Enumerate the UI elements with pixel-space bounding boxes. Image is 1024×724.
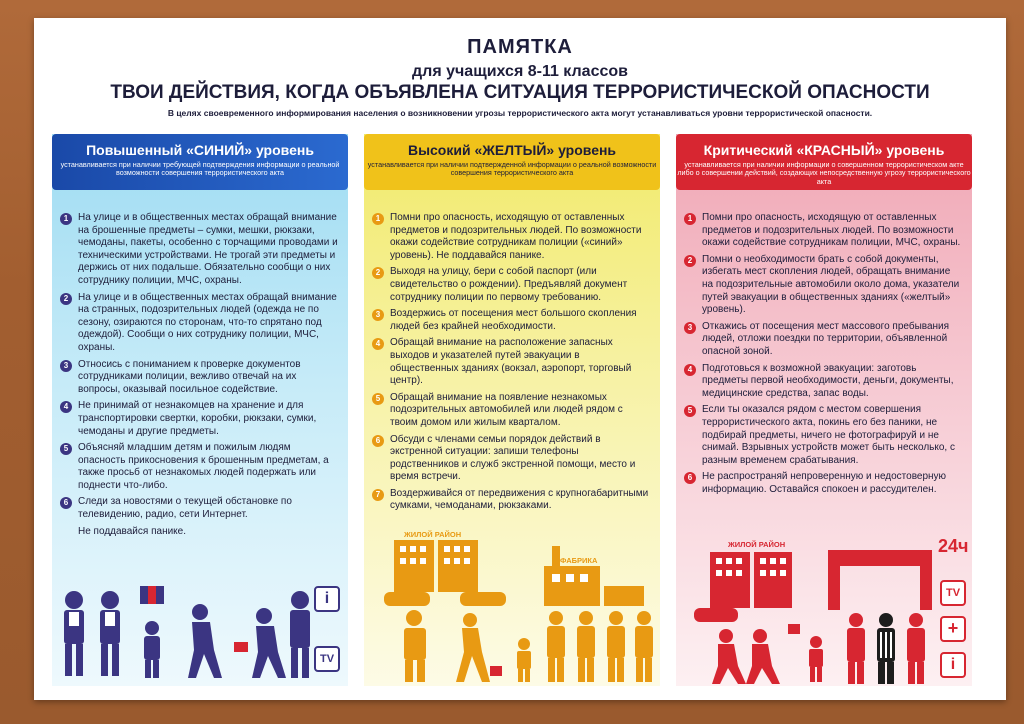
- red-item-text: Подготовься к возможной эвакуации: заготовь предметы первой необходимости, деньги, документы, медицинские средства, запас воды.: [702, 362, 954, 399]
- red-item-2: [684, 254, 962, 317]
- number-badge: 2: [372, 267, 384, 279]
- red-item-3: [684, 321, 962, 359]
- blue-item-2: [60, 292, 338, 355]
- red-level-header: [676, 134, 972, 190]
- red-item-4: [684, 363, 962, 401]
- red-item-6: [684, 471, 962, 496]
- poster: [34, 18, 1006, 700]
- blue-item-text: Объясняй младшим детям и пожилым людям опасность прикосновения к брошенным предметам, а также просьб от незнакомых людей подержать или поднести что-либо.: [78, 442, 329, 491]
- red-items: [684, 212, 962, 500]
- blue-level-description: устанавливается при наличии требующей подтверждения информации о реальной возможности совершения террористического акта: [60, 160, 340, 178]
- number-badge: 5: [684, 405, 696, 417]
- blue-illustration: [52, 546, 348, 686]
- blue-item-text: Следи за новостями о текущей обстановке по телевидению, радио, сети Интернет.: [78, 496, 292, 521]
- blue-item-text: Относись с пониманием к проверке документов сотрудниками полиции, вежливо отвечай на их вопросы, оказывай посильное содействие.: [78, 358, 301, 395]
- yellow-item-6: [372, 434, 650, 484]
- yellow-item-text: Воздерживайся от передвижения с крупногабаритными сумками, чемоданами, рюкзаками.: [390, 487, 649, 512]
- number-badge: 1: [684, 213, 696, 225]
- tv-icon: TV: [940, 580, 966, 606]
- number-badge: 2: [684, 255, 696, 267]
- number-badge: 4: [684, 364, 696, 376]
- red-item-text: Если ты оказался рядом с местом совершения террористического акта, покинь его без паники, не подбирай предметы, ничего не фотографируй и не снимай. Взрывных устройств может быть несколько, с разным временем срабатывания.: [702, 404, 955, 466]
- yellow-level-description: устанавливается при наличии подтвержденной информации о реальной возможности совершения террористического акта: [367, 160, 657, 178]
- yellow-item-3: [372, 308, 650, 333]
- blue-level-column: [52, 134, 348, 686]
- red-item-text: Не распространяй непроверенную и недостоверную информацию. Оставайся спокоен и рассудителен.: [702, 471, 947, 495]
- poster-note: В целях своевременного информирования населения о возникновении угрозы террористического акта могут устанавливаться уровни террористической опасности.: [167, 108, 873, 118]
- blue-item-1: [60, 212, 338, 288]
- yellow-item-4: [372, 337, 650, 387]
- number-badge: 3: [684, 322, 696, 334]
- info-icon: i: [940, 652, 966, 678]
- number-badge: 6: [60, 497, 72, 509]
- blue-item-5: [60, 442, 338, 492]
- yellow-level-header: [364, 134, 660, 190]
- blue-level-header: [52, 134, 348, 190]
- red-item-text: Помни о необходимости брать с собой документы, избегать мест скопления людей, обращать внимание на подозрительные автомобили около дома, указатели путей эвакуации в общественных зданиях («желтый» уровень).: [702, 253, 960, 316]
- yellow-item-5: [372, 392, 650, 430]
- red-level-column: [676, 134, 972, 686]
- red-level-description: устанавливается при наличии информации о совершенном террористическом акте либо о совершении действий, создающих непосредственную угрозу террористического акта: [677, 160, 971, 186]
- people-illustration-red: [676, 536, 972, 686]
- poster-subtitle: для учащихся 8-11 классов: [412, 63, 628, 80]
- number-badge: 3: [372, 309, 384, 321]
- yellow-item-text: Помни про опасность, исходящую от оставленных предметов и подозрительных людей. По возможности окажи содействие сотрудникам полиции («синий» уровень). Не поддавайся панике.: [390, 212, 642, 261]
- tv-icon: TV: [314, 646, 340, 672]
- poster-main-heading: ТВОИ ДЕЙСТВИЯ, КОГДА ОБЪЯВЛЕНА СИТУАЦИЯ ТЕРРОРИСТИЧЕСКОЙ ОПАСНОСТИ: [110, 82, 930, 103]
- yellow-item-2: [372, 266, 650, 304]
- blue-item-3: [60, 359, 338, 397]
- blue-item-text: На улице и в общественных местах обращай внимание на странных, подозрительных людей (одежда не по сезону, озираются по сторонам, что-то спрятано под одеждой). Сообщи о них сотруднику полиции, МЧС, охраны.: [78, 291, 337, 353]
- yellow-item-1: [372, 212, 650, 262]
- number-badge: 4: [372, 338, 384, 350]
- yellow-item-text: Обращай внимание на расположение запасных выходов и указателей путей эвакуации в общественных зданиях (вокзал, аэропорт, торговый центр).: [390, 337, 632, 387]
- number-badge: 1: [60, 213, 72, 225]
- yellow-illustration: [364, 526, 660, 686]
- number-badge: 6: [684, 472, 696, 484]
- people-illustration-yellow: [364, 526, 660, 686]
- residential-district-label: ЖИЛОЙ РАЙОН: [728, 540, 786, 549]
- yellow-item-text: Обращай внимание на появление незнакомых подозрительных автомобилей или людей рядом с твоим домом или жилым кварталом.: [390, 391, 623, 428]
- yellow-level-column: [364, 134, 660, 686]
- yellow-item-text: Выходя на улицу, бери с собой паспорт (или свидетельство о рождении). Предъявляй документ сотруднику полиции по первому требованию.: [390, 266, 628, 303]
- residential-district-label: ЖИЛОЙ РАЙОН: [404, 530, 462, 539]
- red-level-title: Критический «КРАСНЫЙ» уровень: [703, 142, 945, 158]
- blue-extra-note: Не поддавайся панике.: [78, 525, 187, 537]
- blue-item-6: [60, 496, 338, 521]
- blue-item-text: Не принимай от незнакомцев на хранение и для транспортировки свертки, коробки, рюкзаки, сумки, чемоданы и другие предметы.: [78, 400, 317, 437]
- blue-item-text: На улице и в общественных местах обращай внимание на брошенные предметы – сумки, мешки, рюкзаки, чемоданы, пакеты, особенно с торчащими проводами и техническими устройствами. Не трогай эти предметы и держись от них подальше. Обязательно сообщи о них сотруднику полиции, МЧС, охраны.: [78, 212, 338, 286]
- yellow-item-text: Обсуди с членами семьи порядок действий в экстренной ситуации: запиши телефоны родственников и служб экстренной помощи, место и время встречи.: [390, 433, 636, 483]
- red-item-5: [684, 404, 962, 467]
- clock-24h-label: 24ч: [938, 536, 969, 556]
- yellow-item-text: Воздержись от посещения мест большого скопления людей без крайней необходимости.: [390, 308, 637, 332]
- yellow-item-7: [372, 488, 650, 513]
- yellow-items: [372, 212, 650, 517]
- blue-items: [60, 212, 338, 537]
- poster-title: ПАМЯТКА: [467, 36, 573, 58]
- number-badge: 6: [372, 435, 384, 447]
- red-item-1: [684, 212, 962, 250]
- red-illustration: [676, 536, 972, 686]
- red-item-text: Откажись от посещения мест массового пребывания людей, отложи поездки по территории, объявленной опасной зоной.: [702, 320, 950, 357]
- people-illustration-blue: [52, 546, 348, 686]
- number-badge: 1: [372, 213, 384, 225]
- number-badge: 5: [372, 393, 384, 405]
- number-badge: 3: [60, 360, 72, 372]
- red-item-text: Помни про опасность, исходящую от оставленных предметов и подозрительных людей. По возможности окажи содействие сотрудникам полиции, МЧС, охраны.: [702, 212, 961, 249]
- number-badge: 7: [372, 489, 384, 501]
- number-badge: 2: [60, 293, 72, 305]
- number-badge: 4: [60, 401, 72, 413]
- info-icon: i: [314, 586, 340, 612]
- blue-level-title: Повышенный «СИНИЙ» уровень: [86, 142, 314, 158]
- blue-item-4: [60, 400, 338, 438]
- yellow-level-title: Высокий «ЖЕЛТЫЙ» уровень: [407, 142, 617, 158]
- factory-label: ФАБРИКА: [560, 556, 598, 565]
- number-badge: 5: [60, 443, 72, 455]
- first-aid-icon: +: [940, 616, 966, 642]
